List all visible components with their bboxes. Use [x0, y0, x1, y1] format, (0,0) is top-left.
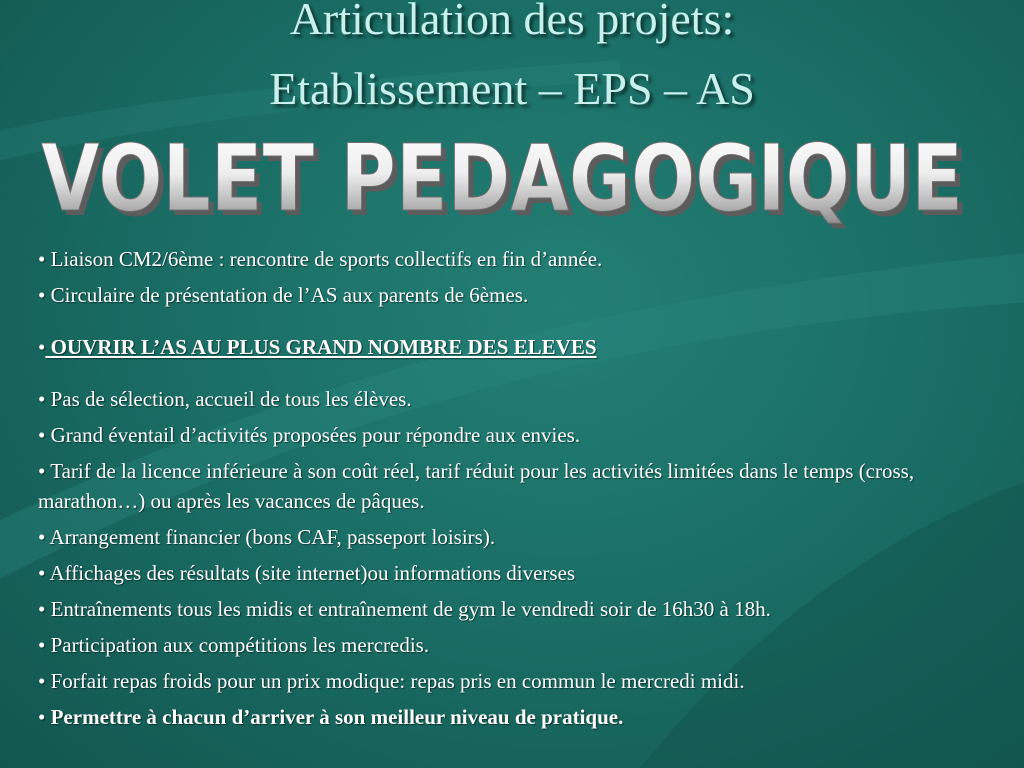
- bullet-mark: •: [38, 633, 46, 657]
- bullet-mark: •: [38, 561, 46, 585]
- bullet-mark: •: [38, 335, 46, 359]
- bullet-item: • Circulaire de présentation de l’AS aux parents de 6èmes.: [38, 283, 529, 307]
- bullet-item: • Grand éventail d’activités proposées pour répondre aux envies.: [38, 423, 581, 447]
- bullet-mark: •: [38, 459, 46, 483]
- wordart-banner: [0, 122, 1024, 232]
- slide-title-line-1: Articulation des projets:: [289, 0, 735, 44]
- bullet-item: • Tarif de la licence inférieure à son coût réel, tarif réduit pour les activités limitées dans le temps (cross, marathon…) ou après les vacances de pâques.: [38, 459, 915, 513]
- bullet-mark: •: [38, 669, 46, 693]
- bullet-mark: •: [38, 423, 46, 447]
- bullet-mark: •: [38, 283, 46, 307]
- bullet-mark: •: [38, 705, 46, 729]
- bullet-item: • Arrangement financier (bons CAF, passeport loisirs).: [38, 525, 496, 549]
- bullet-item: • Liaison CM2/6ème : rencontre de sports collectifs en fin d’année.: [38, 247, 603, 271]
- bullet-list: [38, 244, 968, 732]
- bullet-item: • Participation aux compétitions les mercredis.: [38, 633, 430, 657]
- bullet-item: • Forfait repas froids pour un prix modique: repas pris en commun le mercredi midi.: [38, 669, 745, 693]
- bullet-heading: • OUVRIR L’AS AU PLUS GRAND NOMBRE DES ELEVES: [38, 335, 597, 359]
- bullet-item: • Pas de sélection, accueil de tous les élèves.: [38, 387, 412, 411]
- banner-shadow: VOLET PEDAGOGIQUE: [46, 130, 968, 232]
- banner-text: VOLET PEDAGOGIQUE: [41, 125, 963, 232]
- slide-title-line-2: Etablissement – EPS – AS: [269, 63, 755, 114]
- bullet-mark: •: [38, 247, 46, 271]
- bullet-mark: •: [38, 387, 46, 411]
- bullet-item: • Entraînements tous les midis et entraînement de gym le vendredi soir de 16h30 à 18h.: [38, 597, 771, 621]
- bullet-mark: •: [38, 597, 46, 621]
- bullet-mark: •: [38, 525, 46, 549]
- bullet-item: • Affichages des résultats (site internet)ou informations diverses: [38, 561, 576, 585]
- bullet-item-emphasis: • Permettre à chacun d’arriver à son meilleur niveau de pratique.: [38, 705, 624, 729]
